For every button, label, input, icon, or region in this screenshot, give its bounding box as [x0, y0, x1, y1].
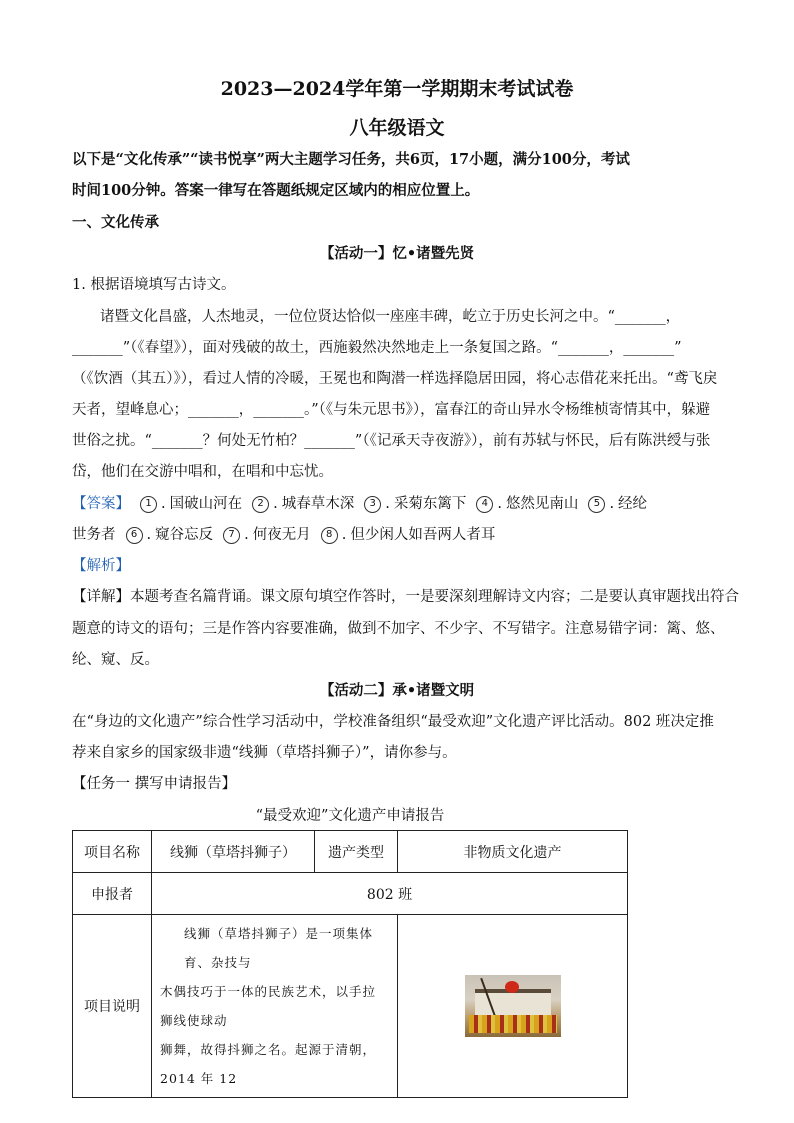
- answer-number: 5: [588, 496, 605, 513]
- answer-number: 3: [364, 496, 381, 513]
- answer-item: 2 . 城春草木深: [252, 494, 354, 514]
- table-cell: [398, 915, 628, 1098]
- table-cell: 申报者: [73, 873, 152, 915]
- question1-stem: 1. 根据语境填写古诗文。: [72, 277, 236, 293]
- answer-number: 2: [252, 496, 269, 513]
- answer-item: 3 . 采菊东篱下: [364, 494, 466, 514]
- answer-item: 8 . 但少闲人如吾两人者耳: [321, 525, 496, 545]
- answer-row: [72, 494, 722, 514]
- answer-label: 【答案】: [72, 496, 130, 512]
- detail-line: 【详解】本题考查名篇背诵。课文原句填空作答时，一是要深刻理解诗文内容；二是要认真审题找出符合: [72, 589, 739, 605]
- answer-item: 7 . 何夜无月: [223, 525, 311, 545]
- passage-line: 世俗之扰。“_______？何处无竹柏？_______”（《记承天寺夜游》），前有苏轼与怀民，后有陈洪绶与张: [72, 433, 711, 449]
- table-cell: 项目名称: [73, 831, 152, 873]
- answer-number: 7: [223, 527, 240, 544]
- exam-title: 2023—2024学年第一学期期末考试试卷: [220, 78, 574, 100]
- exam-intro-line2: 时间100分钟。答案一律写在答题纸规定区域内的相应位置上。: [72, 182, 480, 199]
- activity2-text: 在“身边的文化遗产”综合性学习活动中，学校准备组织“最受欢迎”文化遗产评比活动。802 班决定推: [72, 714, 714, 730]
- activity2-heading: 【活动二】承•诸暨文明: [319, 682, 475, 699]
- answer-text: 采菊东篱下: [393, 496, 467, 512]
- answer-text: 经纶: [618, 496, 648, 512]
- passage-line: 岱，他们在交游中唱和，在唱和中忘忧。: [72, 464, 333, 480]
- answer-text: 城春草木深: [281, 496, 355, 512]
- answer-item: 5 . 经纶: [588, 494, 647, 514]
- detail-line: 题意的诗文的语句；三是作答内容要准确，做到不加字、不少字、不写错字。注意易错字词：篱、悠、: [72, 621, 725, 637]
- passage-line: 天者，望峰息心；_______，_______。”（《与朱元思书》），富春江的奇山异水令杨维桢寄情其中，躲避: [72, 402, 711, 418]
- answer-number: 1: [140, 496, 157, 513]
- photo-lion: [505, 981, 519, 993]
- exam-intro-line1: 以下是“文化传承”“读书悦享”两大主题学习任务，共6页，17小题，满分100分，考试: [72, 151, 630, 168]
- table-row: [73, 873, 628, 915]
- table-caption: “最受欢迎”文化遗产申请报告: [255, 808, 445, 824]
- answer-number: 6: [126, 527, 143, 544]
- table-cell: 802 班: [152, 873, 628, 915]
- answer-item: 1 . 国破山河在: [140, 494, 242, 514]
- answer-item: 6 . 窥谷忘反: [126, 525, 214, 545]
- passage-line: 诸暨文化昌盛，人杰地灵，一位位贤达恰似一座座丰碑，屹立于历史长河之中。“_______，: [100, 309, 681, 325]
- table-row: [73, 831, 628, 873]
- description-line: 线狮（草塔抖狮子）是一项集体育、杂技与: [184, 926, 374, 970]
- lion-dance-photo: [465, 975, 561, 1037]
- activity1-heading: 【活动一】忆•诸暨先贤: [319, 245, 475, 262]
- table-cell: 线狮（草塔抖狮子）: [152, 831, 315, 873]
- description-line: 木偶技巧于一体的民族艺术，以手拉狮线使球动: [160, 984, 377, 1028]
- answer-text: 何夜无月: [252, 527, 311, 543]
- photo-performers: [469, 1015, 557, 1033]
- answer-number: 8: [321, 527, 338, 544]
- passage-line: （《饮酒（其五）》），看过人情的冷暖，王冕也和陶潜一样选择隐居田园，将心志借花来托出。“鸢飞戾: [72, 371, 718, 387]
- answer-row-cont: [72, 525, 722, 545]
- table-row: [73, 915, 628, 1098]
- answer-text: 但少闲人如吾两人者耳: [350, 527, 496, 543]
- project-description: [152, 915, 398, 1098]
- application-report-table: [72, 830, 628, 1098]
- passage-line: _______”（《春望》），面对残破的故土，西施毅然决然地走上一条复国之路。“_______，_______”: [72, 340, 682, 356]
- section-heading: 一、文化传承: [72, 214, 159, 231]
- exam-subject: 八年级语文: [349, 117, 445, 139]
- table-cell: 遗产类型: [315, 831, 398, 873]
- answer-text: 窥谷忘反: [155, 527, 214, 543]
- task1-heading: 【任务一 撰写申请报告】: [72, 776, 237, 792]
- analysis-label: 【解析】: [72, 558, 130, 574]
- activity2-text: 荐来自家乡的国家级非遗“线狮（草塔抖狮子）”，请你参与。: [72, 745, 457, 761]
- answer-item: 4 . 悠然见南山: [476, 494, 578, 514]
- answer-text: 世务者: [72, 527, 116, 543]
- table-cell: 非物质文化遗产: [398, 831, 628, 873]
- detail-line: 纶、窥、反。: [72, 652, 159, 668]
- answer-number: 4: [476, 496, 493, 513]
- table-cell: 项目说明: [73, 915, 152, 1098]
- answer-text: 悠然见南山: [505, 496, 579, 512]
- description-line: 狮舞，故得抖狮之名。起源于清朝，2014 年 12: [160, 1042, 377, 1086]
- answer-text: 国破山河在: [169, 496, 243, 512]
